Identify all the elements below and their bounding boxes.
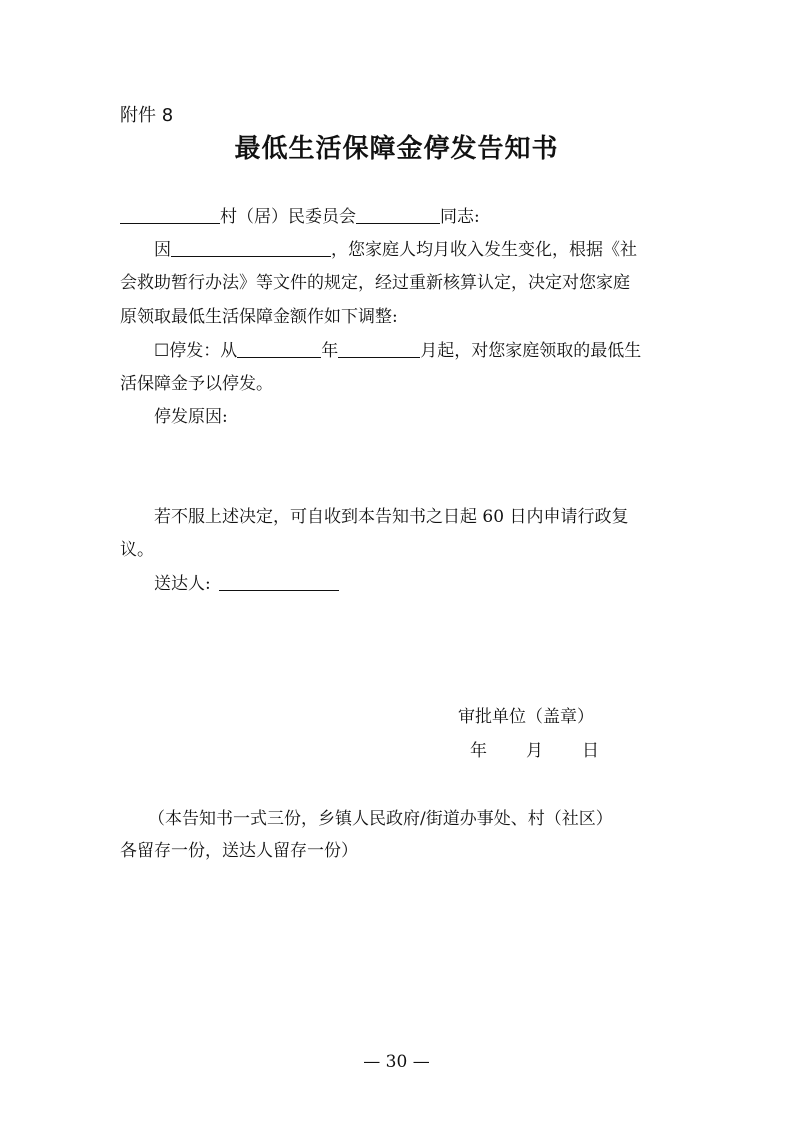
approval-date xyxy=(470,738,599,764)
appeal-line-1: 若不服上述决定，可自收到本告知书之日起 60 日内申请行政复 xyxy=(154,507,629,527)
approval-month: 月 xyxy=(526,741,543,761)
note-line-2: 各留存一份，送达人留存一份） xyxy=(120,841,358,861)
reason-label: 停发原因: xyxy=(154,407,228,427)
body-line-2: 会救助暂行办法》等文件的规定，经过重新核算认定，决定对您家庭 xyxy=(120,273,630,293)
because-text: 因 xyxy=(154,240,171,260)
delivery-line xyxy=(120,571,680,597)
attachment-label: 附件 8 xyxy=(120,105,174,126)
stop-month-blank[interactable] xyxy=(338,339,420,358)
delivery-label: 送达人: xyxy=(154,574,211,594)
approval-year: 年 xyxy=(470,741,487,761)
delivery-person-blank[interactable] xyxy=(219,572,339,591)
recipient-name-blank[interactable] xyxy=(356,205,440,224)
page-number: — 30 — xyxy=(363,1052,430,1072)
body-line-1-text: ，您家庭人均月收入发生变化，根据《社 xyxy=(331,240,637,260)
committee-text: 村（居）民委员会 xyxy=(220,207,356,227)
approval-day: 日 xyxy=(582,741,599,761)
stop-checkbox[interactable]: ☐ xyxy=(154,341,170,361)
document-title: 最低生活保障金停发告知书 xyxy=(234,134,559,164)
stop-line xyxy=(120,338,680,364)
appeal-line-2: 议。 xyxy=(120,540,154,560)
stop-year-blank[interactable] xyxy=(237,339,321,358)
reason-blank[interactable] xyxy=(171,238,331,257)
year-text: 年 xyxy=(321,341,339,361)
body-line-1 xyxy=(120,237,680,263)
address-line xyxy=(120,204,680,230)
body-line-3: 原领取最低生活保障金额作如下调整: xyxy=(120,307,398,327)
village-name-blank[interactable] xyxy=(120,205,220,224)
stop-month-text: 月起，对您家庭领取的最低生 xyxy=(420,341,642,361)
comrade-text: 同志: xyxy=(440,207,480,227)
note-line-1: （本告知书一式三份，乡镇人民政府/街道办事处、村（社区） xyxy=(148,809,613,829)
approval-unit: 审批单位（盖章） xyxy=(458,707,594,727)
stop-prefix-text: 停发：从 xyxy=(169,341,238,361)
stop-line-2: 活保障金予以停发。 xyxy=(120,374,273,394)
